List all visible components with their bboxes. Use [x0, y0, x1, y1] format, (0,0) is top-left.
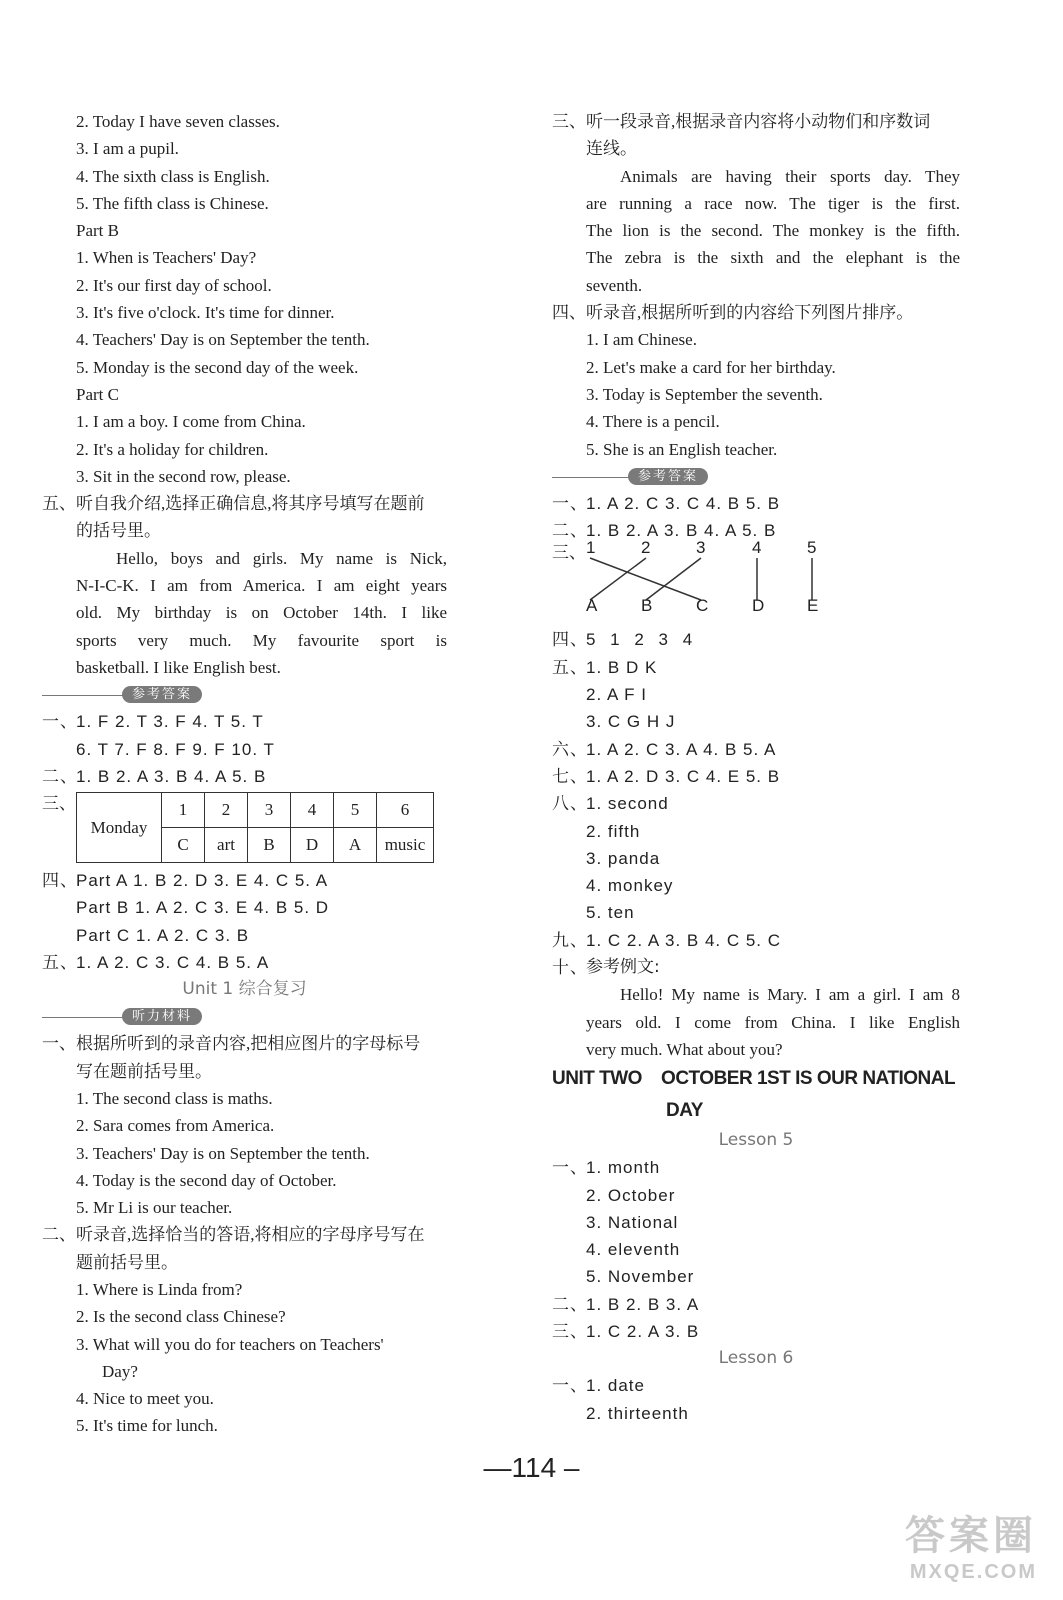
match-number: 1	[586, 538, 596, 558]
section-marker: 一、	[552, 493, 588, 513]
instruction-text: 听一段录音,根据录音内容将小动物们和序数词	[586, 112, 931, 131]
list-item: 1. Where is Linda from?	[76, 1279, 243, 1299]
part-b-label: Part B	[76, 221, 119, 241]
list-item: Day?	[102, 1361, 138, 1381]
section-marker: 二、	[42, 766, 78, 786]
answer-text: 1. A 2. C 3. A 4. B 5. A	[586, 739, 777, 759]
section-marker: 一、	[552, 1376, 588, 1396]
answers-block	[42, 708, 447, 790]
left-column	[42, 108, 447, 1440]
answers-block-2	[42, 867, 447, 976]
match-number: 4	[752, 538, 762, 558]
match-letter: B	[641, 596, 653, 616]
answer-text: 1. B D K	[586, 657, 658, 677]
answer-text: 5. ten	[586, 903, 635, 923]
listening-separator	[42, 1003, 447, 1030]
list-item: 1. When is Teachers' Day?	[76, 248, 257, 268]
section-marker	[552, 818, 586, 845]
instruction-text: 的括号里。	[76, 521, 161, 541]
list-item: 4. The sixth class is English.	[76, 166, 270, 186]
section-marker: 四、	[552, 630, 588, 650]
list-item: 2. Is the second class Chinese?	[76, 1307, 286, 1327]
answer-line	[552, 1182, 960, 1209]
section-marker: 五、	[552, 657, 588, 677]
section-marker: 二、	[552, 521, 588, 541]
section-marker	[552, 872, 586, 899]
list-item: 4. Teachers' Day is on September the tenth.	[76, 330, 370, 350]
table-cell: 5	[334, 793, 377, 828]
list-item: 5. She is an English teacher.	[586, 439, 778, 459]
answer-separator	[42, 681, 447, 708]
answer-text: 参考例文:	[586, 957, 660, 978]
section-marker: 六、	[552, 739, 588, 759]
table-cell: 2	[205, 793, 248, 828]
section-marker	[42, 922, 76, 949]
answer-line	[42, 763, 447, 790]
table-cell: 4	[291, 793, 334, 828]
answer-line	[552, 1318, 960, 1345]
answer-line	[552, 736, 960, 763]
answers-block	[552, 490, 960, 545]
section-marker: 九、	[552, 930, 588, 950]
answer-separator	[552, 463, 960, 490]
answer-text: 2. thirteenth	[586, 1403, 689, 1423]
listening-pill: 听力材料	[122, 1008, 202, 1025]
paragraph-line: are running a race now. The tiger is the first.	[586, 193, 960, 213]
list-item: 4. There is a pencil.	[586, 412, 720, 432]
section-marker	[552, 681, 586, 708]
answer-line	[552, 818, 960, 845]
section-marker	[552, 899, 586, 926]
list-item: 2. Let's make a card for her birthday.	[586, 357, 836, 377]
match-letter: C	[696, 596, 709, 616]
section-marker	[552, 708, 586, 735]
answer-text: Part B 1. A 2. C 3. E 4. B 5. D	[76, 898, 330, 918]
paragraph-line: old. My birthday is on October 14th. I like	[76, 603, 447, 623]
list-item: 5. The fifth class is Chinese.	[76, 193, 269, 213]
part-c-label: Part C	[76, 384, 119, 404]
answer-text: 1. second	[586, 794, 669, 814]
list-item: 5. It's time for lunch.	[76, 1416, 218, 1436]
section-marker: 四、	[42, 871, 78, 891]
answer-text: Part C 1. A 2. C 3. B	[76, 925, 250, 945]
answer-text: 1. B 2. B 3. A	[586, 1294, 700, 1314]
answer-line	[552, 954, 960, 981]
answer-text: 3. panda	[586, 848, 661, 868]
section-marker: 十、	[552, 958, 588, 978]
match-number: 2	[641, 538, 651, 558]
right-column	[552, 108, 960, 1427]
answer-pill: 参考答案	[628, 468, 708, 485]
table-cell: 1	[162, 793, 205, 828]
answer-line	[552, 1154, 960, 1181]
answer-line	[552, 1291, 960, 1318]
lesson-6-answers	[552, 1372, 960, 1427]
section-marker: 三、	[552, 112, 586, 131]
paragraph-line: very much. What about you?	[586, 1039, 783, 1059]
section-marker: 三、	[552, 1321, 588, 1341]
watermark-logo	[905, 1504, 1037, 1584]
schedule-table	[76, 792, 434, 863]
paragraph-line: basketball. I like English best.	[76, 657, 281, 677]
paragraph-line: The zebra is the sixth and the elephant is the	[586, 248, 960, 268]
match-number: 3	[696, 538, 706, 558]
unit-two-title-continued: DAY	[666, 1100, 703, 1122]
match-letter: E	[807, 596, 819, 616]
answer-text: 1. C 2. A 3. B	[586, 1321, 700, 1341]
answers-block-2	[552, 626, 960, 981]
schedule-block	[42, 792, 447, 863]
list-item: 4. Today is the second day of October.	[76, 1170, 337, 1190]
answer-text: 1. F 2. T 3. F 4. T 5. T	[76, 712, 264, 732]
paragraph-line: Hello! My name is Mary. I am a girl. I am 8	[620, 985, 960, 1005]
list-item: 1. I am a boy. I come from China.	[76, 412, 306, 432]
unit-review-title: Unit 1 综合复习	[182, 979, 307, 1000]
match-letter: D	[752, 596, 765, 616]
section-2-instruction	[42, 1221, 447, 1248]
animals-paragraph	[552, 163, 960, 299]
answer-line	[552, 1263, 960, 1290]
answer-text: 1. date	[586, 1376, 645, 1396]
paragraph-line: years old. I come from China. I like English	[586, 1012, 960, 1032]
section-marker	[42, 736, 76, 763]
section-marker: 八、	[552, 794, 588, 814]
answer-line	[42, 894, 447, 921]
answer-text: 4. monkey	[586, 876, 674, 896]
separator-rule	[42, 695, 132, 696]
paragraph-line: Hello, boys and girls. My name is Nick,	[116, 548, 447, 568]
list-item: 3. It's five o'clock. It's time for dinner.	[76, 303, 335, 323]
table-cell: 3	[248, 793, 291, 828]
answer-line	[552, 1209, 960, 1236]
answer-text: Part A 1. B 2. D 3. E 4. C 5. A	[76, 871, 329, 891]
table-cell-day: Monday	[77, 793, 162, 863]
answer-line	[552, 681, 960, 708]
answer-line	[552, 763, 960, 790]
match-line-1-c	[590, 558, 701, 600]
answer-text: 2. fifth	[586, 821, 641, 841]
separator-rule	[42, 1017, 132, 1018]
section-marker: 四、	[552, 303, 586, 323]
watermark-url: MXQE.COM	[909, 1561, 1037, 1583]
table-cell: D	[291, 828, 334, 863]
section-marker: 三、	[552, 543, 586, 563]
section-marker	[552, 1182, 586, 1209]
unit-two-title: UNIT TWO OCTOBER 1ST IS OUR NATIONAL	[552, 1068, 956, 1090]
answer-line	[552, 899, 960, 926]
list-item: 5. Mr Li is our teacher.	[76, 1198, 233, 1218]
section-marker	[552, 1209, 586, 1236]
answer-text: 5. November	[586, 1267, 695, 1287]
list-item: 3. Today is September the seventh.	[586, 384, 823, 404]
section-marker	[552, 1400, 586, 1427]
list-item: 4. Nice to meet you.	[76, 1389, 214, 1409]
answer-line	[552, 927, 960, 954]
answer-line	[552, 872, 960, 899]
answer-text: 1. C 2. A 3. B 4. C 5. C	[586, 930, 782, 950]
answer-text: 1. B 2. A 3. B 4. A 5. B	[76, 766, 267, 786]
section-marker: 五、	[42, 953, 78, 973]
answer-text: 3. National	[586, 1212, 679, 1232]
matching-diagram	[586, 538, 960, 626]
answer-line	[552, 1236, 960, 1263]
answer-text: 1. month	[586, 1158, 661, 1178]
list-item: 3. Sit in the second row, please.	[76, 466, 291, 486]
section-4-instruction	[552, 299, 960, 326]
answer-line	[42, 922, 447, 949]
answer-text: 5 1 2 3 4	[586, 630, 694, 650]
answer-text: 6. T 7. F 8. F 9. F 10. T	[76, 739, 275, 759]
lesson-6-title: Lesson 6	[718, 1348, 794, 1369]
answer-text: 1. B 2. A 3. B 4. A 5. B	[586, 521, 777, 541]
section-marker: 一、	[42, 1034, 76, 1054]
answer-line	[42, 867, 447, 894]
list-item: 3. I am a pupil.	[76, 139, 179, 159]
paragraph-line: seventh.	[586, 275, 643, 295]
section-marker: 二、	[42, 1225, 76, 1245]
answer-line	[552, 790, 960, 817]
match-line-3-b	[646, 558, 701, 600]
section-marker: 一、	[42, 712, 78, 732]
page-number: —114 –	[483, 1452, 580, 1483]
answer-line	[552, 654, 960, 681]
list-item: 3. What will you do for teachers on Teachers'	[76, 1334, 384, 1354]
answer-line	[42, 708, 447, 735]
paragraph-line: The lion is the second. The monkey is the fifth.	[586, 221, 960, 241]
section-marker	[552, 1236, 586, 1263]
answer-pill: 参考答案	[122, 686, 202, 703]
lesson-5-title: Lesson 5	[718, 1130, 794, 1151]
watermark-text: 答案圈	[905, 1514, 1037, 1558]
answer-line	[552, 490, 960, 517]
list-item: 3. Teachers' Day is on September the tenth.	[76, 1143, 370, 1163]
section-marker: 二、	[552, 1294, 588, 1314]
table-cell: A	[334, 828, 377, 863]
table-cell: C	[162, 828, 205, 863]
section-marker: 一、	[552, 1158, 588, 1178]
list-item: 2. Today I have seven classes.	[76, 112, 280, 131]
answer-line	[552, 1372, 960, 1399]
table-row	[77, 793, 434, 828]
instruction-text: 听自我介绍,选择正确信息,将其序号填写在题前	[76, 494, 425, 514]
paragraph-line: sports very much. My favourite sport is	[76, 630, 447, 650]
table-cell: 6	[377, 793, 434, 828]
answer-line	[552, 626, 960, 653]
list-item: 1. I am Chinese.	[586, 330, 697, 350]
answer-text: 4. eleventh	[586, 1240, 681, 1260]
intro-paragraph	[42, 545, 447, 681]
match-line-2-a	[590, 558, 646, 600]
section-1-instruction	[42, 1030, 447, 1057]
answer-text: 2. A F I	[586, 685, 647, 705]
table-cell: B	[248, 828, 291, 863]
list-item: 1. The second class is maths.	[76, 1088, 273, 1108]
section-marker	[552, 1263, 586, 1290]
answer-text: 3. C G H J	[586, 712, 676, 732]
match-number: 5	[807, 538, 817, 558]
instruction-text: 听录音,根据所听到的内容给下列图片排序。	[586, 303, 914, 323]
lesson-5-answers	[552, 1154, 960, 1345]
paragraph-line: N-I-C-K. I am from America. I am eight years	[76, 576, 447, 596]
instruction-text: 写在题前括号里。	[76, 1061, 212, 1081]
list-item: 2. Sara comes from America.	[76, 1116, 275, 1136]
paragraph-line: Animals are having their sports day. They	[620, 166, 960, 186]
section-5-instruction	[42, 490, 447, 517]
section-marker	[552, 845, 586, 872]
answer-text: 1. A 2. C 3. C 4. B 5. A	[76, 953, 270, 973]
answer-line	[552, 845, 960, 872]
instruction-text: 连线。	[586, 139, 637, 159]
section-marker: 五、	[42, 494, 76, 514]
answer-line	[42, 736, 447, 763]
answer-text: 1. A 2. D 3. C 4. E 5. B	[586, 766, 781, 786]
section-marker	[42, 894, 76, 921]
section-3-instruction	[552, 108, 960, 135]
matching-answer	[552, 538, 960, 626]
answer-line	[552, 1400, 960, 1427]
instruction-text: 根据所听到的录音内容,把相应图片的字母标号	[76, 1034, 421, 1054]
answer-text: 2. October	[586, 1185, 676, 1205]
list-item: 2. It's our first day of school.	[76, 275, 272, 295]
instruction-text: 听录音,选择恰当的答语,将相应的字母序号写在	[76, 1225, 425, 1245]
answer-text: 1. A 2. C 3. C 4. B 5. B	[586, 493, 781, 513]
separator-rule	[552, 477, 632, 478]
sample-paragraph	[552, 981, 960, 1063]
answer-line	[552, 708, 960, 735]
list-item: 2. It's a holiday for children.	[76, 439, 269, 459]
section-marker: 三、	[42, 794, 76, 814]
section-marker: 七、	[552, 766, 588, 786]
instruction-text: 题前括号里。	[76, 1252, 178, 1272]
table-cell: music	[377, 828, 434, 863]
answer-line	[42, 949, 447, 976]
list-item: 5. Monday is the second day of the week.	[76, 357, 359, 377]
match-letter: A	[586, 596, 598, 616]
table-cell: art	[205, 828, 248, 863]
